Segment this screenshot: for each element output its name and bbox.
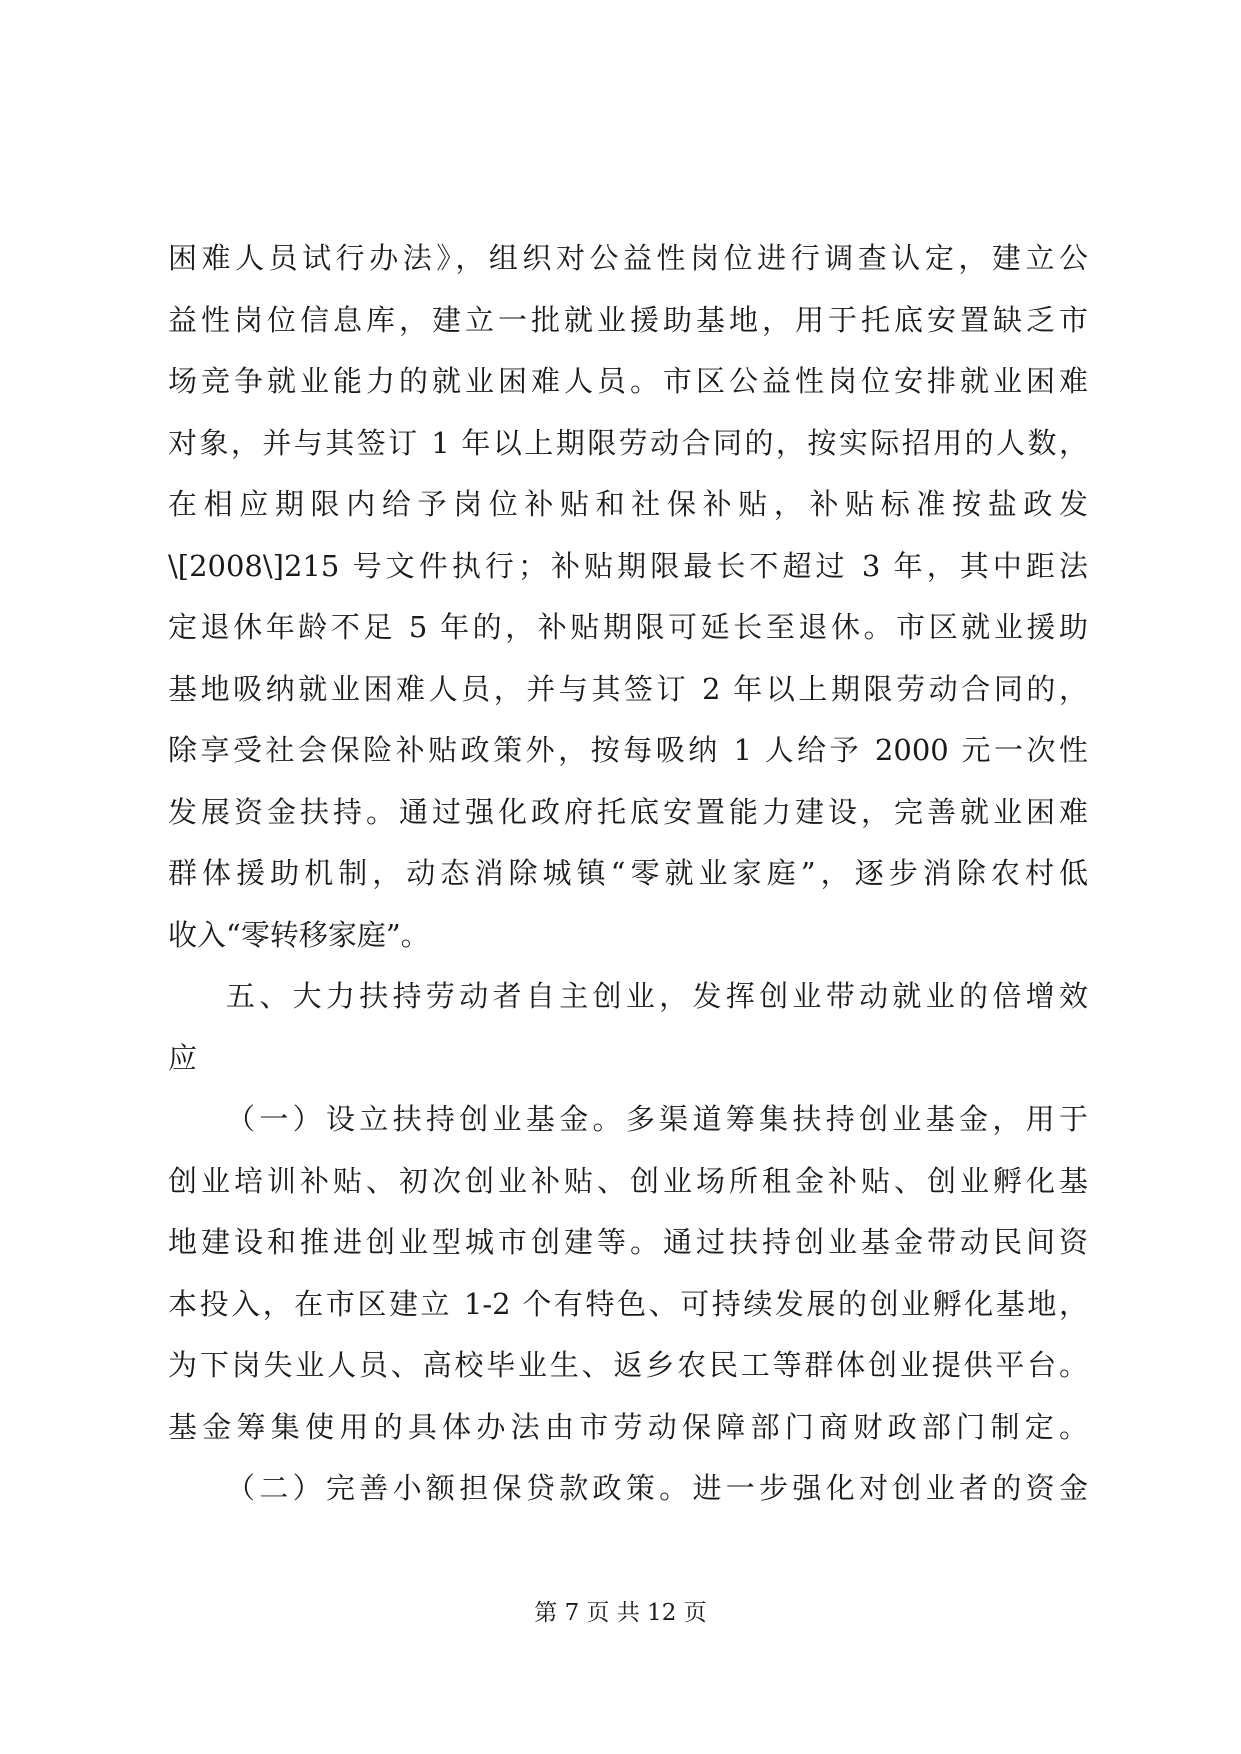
text-line: 发展资金扶持。通过强化政府托底安置能力建设，完善就业困难 — [168, 794, 1088, 829]
text-line: 对象，并与其签订 1 年以上期限劳动合同的，按实际招用的人数， — [168, 425, 1088, 460]
text-line: （二）完善小额担保贷款政策。进一步强化对创业者的资金 — [226, 1471, 1088, 1505]
text-line: 在相应期限内给予岗位补贴和社保补贴，补贴标准按盐政发 — [168, 487, 1088, 521]
text-line: \[2008\]215 号文件执行；补贴期限最长不超过 3 年，其中距法 — [168, 548, 1088, 583]
text-line: 基地吸纳就业困难人员，并与其签订 2 年以上期限劳动合同的， — [168, 671, 1088, 706]
document-body — [168, 228, 1088, 1520]
text-line: 基金筹集使用的具体办法由市劳动保障部门商财政部门制定。 — [168, 1409, 1088, 1444]
text-line: 五、大力扶持劳动者自主创业，发挥创业带动就业的倍增效 — [226, 979, 1088, 1013]
text-line: 地建设和推进创业型城市创建等。通过扶持创业基金带动民间资 — [168, 1225, 1088, 1259]
text-line: 困难人员试行办法》，组织对公益性岗位进行调查认定，建立公 — [168, 241, 1088, 275]
text-line: 定退休年龄不足 5 年的，补贴期限可延长至退休。市区就业援助 — [168, 610, 1088, 644]
text-line: 场竞争就业能力的就业困难人员。市区公益性岗位安排就业困难 — [168, 364, 1088, 398]
text-line: （一）设立扶持创业基金。多渠道筹集扶持创业基金，用于 — [226, 1102, 1088, 1136]
text-line: 除享受社会保险补贴政策外，按每吸纳 1 人给予 2000 元一次性 — [168, 733, 1088, 767]
text-line: 收入“零转移家庭”。 — [168, 917, 430, 952]
text-line: 本投入，在市区建立 1-2 个有特色、可持续发展的创业孵化基地， — [168, 1286, 1088, 1321]
text-line: 群体援助机制，动态消除城镇“零就业家庭”，逐步消除农村低 — [168, 856, 1088, 890]
text-line: 应 — [168, 1040, 198, 1075]
text-line: 益性岗位信息库，建立一批就业援助基地，用于托底安置缺乏市 — [168, 302, 1088, 337]
text-line: 为下岗失业人员、高校毕业生、返乡农民工等群体创业提供平台。 — [168, 1348, 1088, 1382]
page-footer: 第 7 页 共 12 页 — [534, 1600, 707, 1626]
text-line: 创业培训补贴、初次创业补贴、创业场所租金补贴、创业孵化基 — [168, 1163, 1088, 1198]
